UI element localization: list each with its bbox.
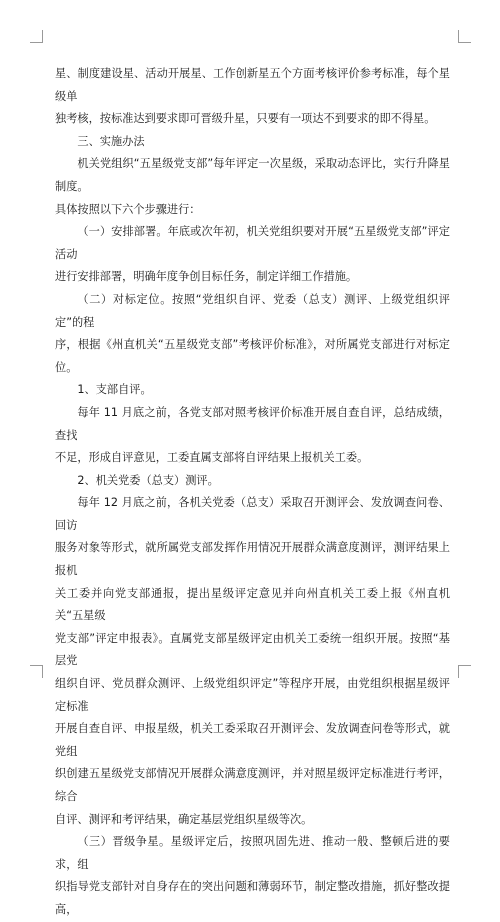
- sub-1-body-line-1: 每年 11 月底之前，各党支部对照考核评价标准开展自查自评，总结成绩，查找: [55, 405, 450, 442]
- sub-2-heading: 2、机关党委（总支）测评。: [77, 473, 219, 487]
- page-corner-mark-bottom-left: [30, 665, 43, 678]
- step-2-line-2: 序，根据《州直机关“五星级党支部”考核评价标准》，对所属党支部进行对标定位。: [55, 338, 450, 374]
- sub-2-body-line-2: 服务对象等形式，就所属党支部发挥作用情况开展群众满意度测评，测评结果上报机: [55, 541, 450, 578]
- page-corner-mark-bottom-right: [458, 665, 471, 678]
- sub-2-body-line-3: 关工委并向党支部通报，提出星级评定意见并向州直机关工委上报《州直机关“五星级: [55, 586, 450, 623]
- page-corner-mark-top-right: [458, 30, 471, 43]
- sub-2-body-line-4: 党支部”评定申报表》。直属党支部星级评定由机关工委统一组织开展。按照“基层党: [55, 631, 450, 668]
- sub-2-body-line-7: 织创建五星级党支部情况开展群众满意度测评，并对照星级评定标准进行考评，综合: [55, 767, 450, 803]
- sub-1-body-line-2: 不足，形成自评意见，工委直属支部将自评结果上报机关工委。: [55, 451, 369, 465]
- p-intro-line-2: 具体按照以下六个步骤进行：: [55, 202, 201, 216]
- sub-2-body-line-8: 自评、测评和考评结果，确定基层党组织星级等次。: [55, 812, 313, 826]
- section-heading: 三、实施办法: [77, 134, 145, 148]
- sub-1-heading: 1、支部自评。: [77, 383, 152, 397]
- step-3-line-2: 织指导党支部针对自身存在的突出问题和薄弱环节，制定整改措施，抓好整改提高，: [55, 880, 450, 916]
- sub-2-body-line-1: 每年 12 月底之前，各机关党委（总支）采取召开测评会、发放调查问卷、回访: [55, 496, 450, 532]
- document-body: [55, 63, 450, 922]
- step-1-line-1: （一）安排部署。年底或次年初，机关党组织要对开展“五星级党支部”评定活动: [55, 225, 450, 261]
- p-continuation-line-2: 独考核，按标准达到要求即可晋级升星，只要有一项达不到要求的即不得星。: [55, 112, 436, 126]
- sub-2-body-line-6: 开展自查自评、申报星级，机关工委采取召开测评会、发放调查问卷等形式，就党组: [55, 722, 450, 758]
- p-intro-line-1: 机关党组织“五星级党支部”每年评定一次星级，采取动态评比，实行升降星制度。: [55, 157, 450, 193]
- step-2-line-1: （二）对标定位。按照“党组织自评、党委（总支）测评、上级党组织评定”的程: [55, 292, 450, 329]
- page-corner-mark-top-left: [30, 30, 43, 43]
- p-continuation-line-1: 星、制度建设星、活动开展星、工作创新星五个方面考核评价参考标准，每个星级单: [55, 67, 450, 103]
- step-1-line-2: 进行安排部署，明确年度争创目标任务，制定详细工作措施。: [55, 270, 358, 284]
- step-3-line-1: （三）晋级争星。星级评定后，按照巩固先进、推动一般、整顿后进的要求，组: [55, 835, 450, 871]
- sub-2-body-line-5: 组织自评、党员群众测评、上级党组织评定”等程序开展，由党组织根据星级评定标准: [55, 677, 450, 713]
